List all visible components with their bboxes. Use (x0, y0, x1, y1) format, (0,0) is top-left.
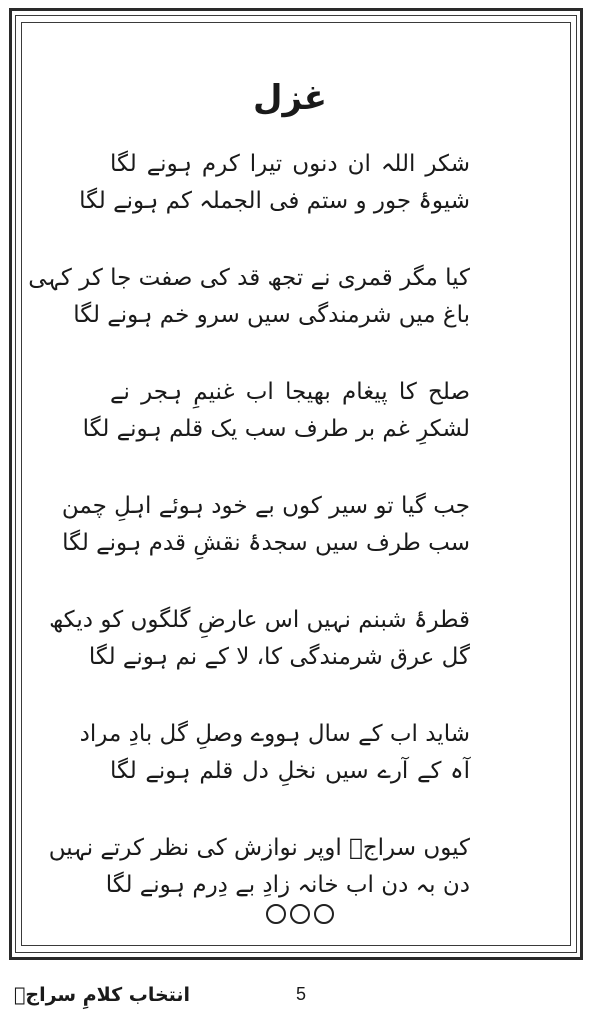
circle-ornament-icon (314, 904, 334, 924)
couplet-3 (82, 374, 470, 448)
page-number: 5 (296, 984, 307, 1004)
verse-line: باغ میں شرمندگی سیں سرو خم ہونے لگا (73, 302, 470, 328)
couplet-4 (61, 488, 470, 562)
verse-line: کیا مگر قمری نے تجھ قد کی صفت جا کر کہی (28, 265, 470, 291)
verse-line: لشکرِ غم بر طرف سب یک قلم ہونے لگا (82, 416, 470, 442)
footer-book-title: انتخاب کلامِ سراجؔ (14, 984, 191, 1006)
verse-line: شاید اب کے سال ہووے وصلِ گل بادِ مراد (79, 721, 470, 747)
verse-line: جب گیا تو سیر کوں بے خود ہوئے اہلِ چمن (61, 493, 470, 519)
verse-line: قطرۂ شبنم نہیں اس عارضِ گلگوں کو دیکھ (49, 607, 470, 633)
ghazal-title: غزل (253, 78, 327, 118)
end-ornament (0, 904, 600, 924)
circle-ornament-icon (290, 904, 310, 924)
verse-line: آہ کے آرے سیں نخلِ دل قلم ہونے لگا (110, 758, 470, 784)
verse-line: دن بہ دن اب خانہ زادِ بے دِرم ہونے لگا (105, 872, 470, 898)
verse-line: صلح کا پیغام بھیجا اب غنیمِ ہجر نے (110, 379, 470, 405)
verse-line: شیوۂ جور و ستم فی الجملہ کم ہونے لگا (79, 188, 470, 214)
couplet-7 (48, 830, 470, 904)
couplet-5 (49, 602, 470, 676)
circle-ornament-icon (266, 904, 286, 924)
ghazal-body (28, 70, 470, 944)
verse-line: شکر اللہ ان دنوں تیرا کرم ہونے لگا (110, 151, 470, 177)
couplet-6 (79, 716, 470, 790)
verse-line: کیوں سراجؔ اوپر نوازش کی نظر کرتے نہیں (48, 835, 470, 861)
verse-line: گل عرق شرمندگی کا، لا کے نم ہونے لگا (88, 644, 470, 670)
couplet-2 (28, 260, 470, 334)
verse-line: سب طرف سیں سجدۂ نقشِ قدم ہونے لگا (62, 530, 470, 556)
couplet-1 (79, 146, 470, 220)
